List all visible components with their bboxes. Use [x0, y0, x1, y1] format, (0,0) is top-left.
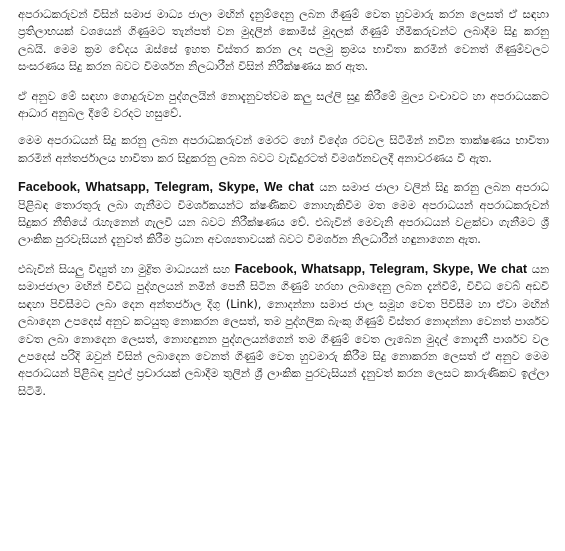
- paragraph-5-text: යන සමාජජාලා මඟින් විවිධ පුද්ගලයන් නමින් පෙනී සිටින ගිණුම් හරහා ලබාදෙනු ලබන දැන්වීම්, විවිධ වෙබ් අඩවි සඳහා පිවිසීමට ලබා දෙන අන්තර්ජාල දිගු (Link), නොදන්නා සමාජ ජාල සමූහ වෙත පිවිසීම හා ඒවා මඟින් ලබාදෙන උපදෙස් අනුව කටයුතු නොකරන ලෙසත්, තම පුද්ගලික බැංකු ගිණුම් විස්තර නොදන්නා වෙනත් පාර්ශව වෙත ලබා නොදෙන ලෙසත්, නොහඳුනන පුද්ගලයන්ගෙන් තම ගිණුම් වෙත ලැබෙන මුදල් නොදැනී පාර්ශව වල උපදෙස් පරිදි ඔවුන් විසින් ලබාදෙන වෙනත් ගිණුම් වෙත හුවමාරු කිරීම සිදු නොකරන ලෙසත් ඒ අනුව මෙම අපරාධයන් පිළිබඳ පුළුල් ප්‍රචාරයක් ලබාදීම තුලින් ශ්‍රී ලාංකික පුරවැසියන් දැනුවත් කරන ලෙසට කාරුණිකව ඉල්ලා සිටිමි.: [18, 262, 550, 398]
- paragraph-2-text: ඒ අනුව මේ සඳහා ගොදුරුවන පුද්ගලයින් නොදැනුවත්වම කලු සල්ලි සුදු කිරීමේ මුල්‍ය වංචාවට හා අපරාධයකට ආධාර අනුබල දීමේ වරදට හසුවේ.: [18, 89, 549, 121]
- social-network-names: Facebook, Whatsapp, Telegram, Skype, We chat: [18, 180, 314, 195]
- paragraph-4: [18, 179, 549, 249]
- paragraph-5-lead: එබැවින් සියලු විද්‍යුත් හා මුද්‍රිත මාධ්‍යයන් සහ: [18, 262, 235, 276]
- paragraph-2: [18, 88, 549, 123]
- paragraph-5: [18, 261, 549, 400]
- social-network-names-2: Facebook, Whatsapp, Telegram, Skype, We chat: [234, 261, 528, 276]
- paragraph-3: [18, 132, 549, 167]
- paragraph-4-text: යන සමාජ ජාලා වලින් සිදු කරනු ලබන අපරාධ පිළිබඳ තොරතුරු ලබා ගැනීමට විමර්ශකයන්ට ක්ෂණිකව නොහැකිවීම මත මෙම අපරාධයන් අපරාධකරුවන් සිදුකර නීතියේ රැහැනෙන් ගැලවී යන බවට නිරීක්ෂණය වේ. එබැවින් මෙවැනි අපරාධයන් වළක්වා ගැනීමට ශ්‍රී ලාංකික පුරවැසියන් දැනුවත් කිරීම ප්‍රධාන අවශ්‍යතාවයක් බවට විමර්ශන නිලධාරීන් හඳුනාගෙන ඇත.: [18, 181, 550, 247]
- paragraph-1: [18, 6, 549, 76]
- paragraph-3-text: මෙම අපරාධයන් සිදු කරනු ලබන අපරාධකරුවන් මෙරට හෝ විදේශ රටවල සිටිමින් නවීන තාක්ෂණය භාවිතා කරමින් අන්තර්ජාලය භාවිතා කර සිදුකරනු ලබන බවට වැඩිදුරටත් විමර්ශනවලදී අනාවරණය වී ඇත.: [18, 134, 549, 165]
- paragraph-1-text: අපරාධකරුවන් විසින් සමාජ මාධ්‍ය ජාලා මඟින් දැනුම්දෙනු ලබන ගිණුම් වෙත හුවමාරු කරන ලෙසත් ඒ සඳහා ප්‍රතිලාභයක් වශයෙන් ගිණුමට තැන්පත් වන මුදලින් කොමිස් මුදලක් ගිණුම් හිමිකරුවන්ට ලබාදීම සිදු කරනු ලබයි. මෙම ක්‍රම වේදය ඔස්සේ ඉහත විස්තර කරන ලද පලමු ක්‍රමය භාවිතා කරමින් වෙනත් ගිණුම්වලට සංසරණය සිදු කරන බවට විමර්ශන නිලධාරීන් විසින් නිරීක්ෂණය කර ඇත.: [18, 8, 549, 74]
